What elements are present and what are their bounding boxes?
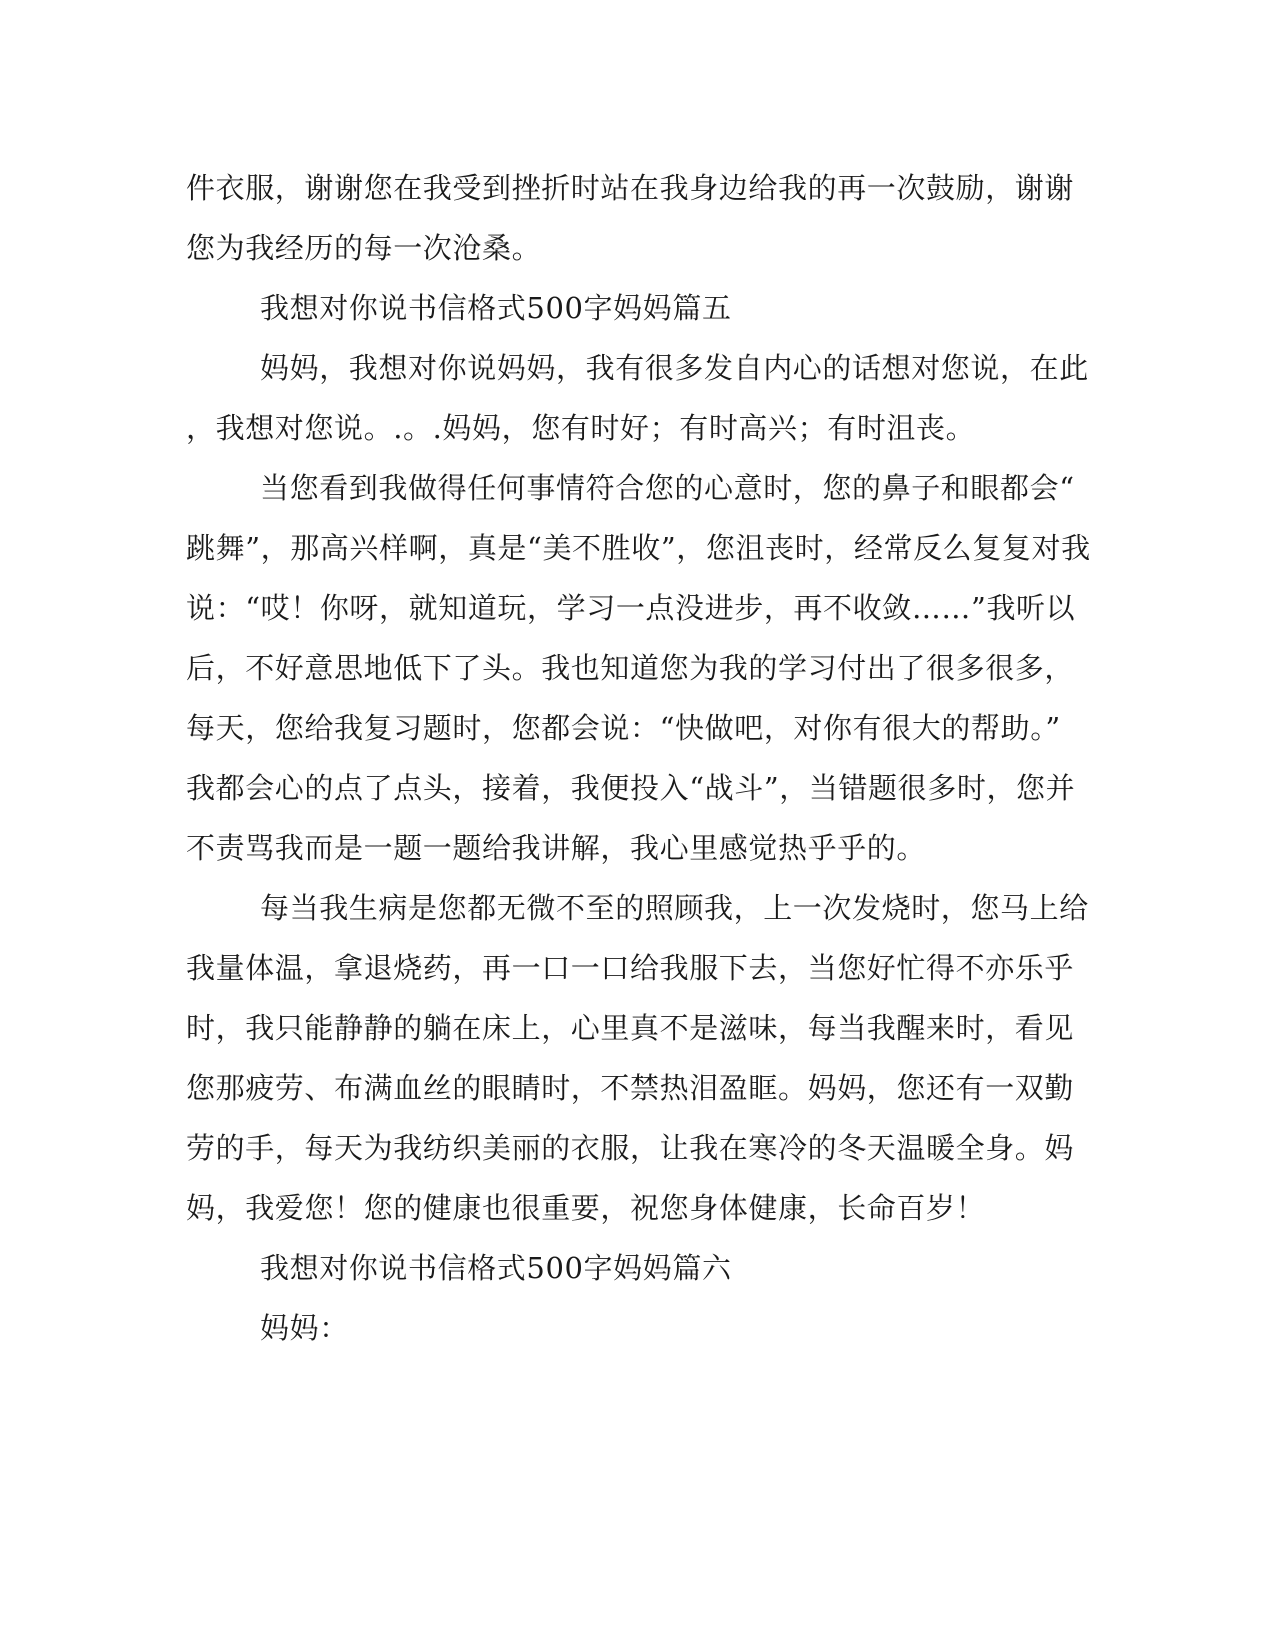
salutation: 妈妈： [260, 1311, 349, 1345]
paragraph-start: 当您看到我做得任何事情符合您的心意时，您的鼻子和眼都会“ [260, 471, 1075, 505]
text-line: 后，不好意思地低下了头。我也知道您为我的学习付出了很多很多， [186, 651, 1075, 685]
text-line: 跳舞”，那高兴样啊，真是“美不胜收”，您沮丧时，经常反么复复对我 [186, 531, 1091, 565]
text-line: 说：“哎！你呀，就知道玩，学习一点没进步，再不收敛……”我听以 [186, 591, 1076, 625]
section-heading-5: 我想对你说书信格式500字妈妈篇五 [260, 291, 732, 325]
text-line: 您为我经历的每一次沧桑。 [186, 231, 542, 265]
paragraph-start: 每当我生病是您都无微不至的照顾我，上一次发烧时，您马上给 [260, 891, 1089, 925]
section-heading-6: 我想对你说书信格式500字妈妈篇六 [260, 1251, 732, 1285]
text-line: 时，我只能静静的躺在床上，心里真不是滋味，每当我醒来时，看见 [186, 1011, 1075, 1045]
text-line: 劳的手，每天为我纺织美丽的衣服，让我在寒冷的冬天温暖全身。妈 [186, 1131, 1075, 1165]
text-line: ，我想对您说。.。.妈妈，您有时好；有时高兴；有时沮丧。 [186, 411, 976, 445]
text-line: 每天，您给我复习题时，您都会说：“快做吧，对你有很大的帮助。” [186, 711, 1061, 745]
paragraph-start: 妈妈，我想对你说妈妈，我有很多发自内心的话想对您说，在此 [260, 351, 1089, 385]
text-line: 您那疲劳、布满血丝的眼睛时，不禁热泪盈眶。妈妈，您还有一双勤 [186, 1071, 1075, 1105]
text-line: 不责骂我而是一题一题给我讲解，我心里感觉热乎乎的。 [186, 831, 927, 865]
text-line: 件衣服，谢谢您在我受到挫折时站在我身边给我的再一次鼓励，谢谢 [186, 171, 1075, 205]
text-line: 我量体温，拿退烧药，再一口一口给我服下去，当您好忙得不亦乐乎 [186, 951, 1075, 985]
text-line: 我都会心的点了点头，接着，我便投入“战斗”，当错题很多时，您并 [186, 771, 1076, 805]
document-body [186, 158, 1091, 1358]
text-line: 妈，我爱您！您的健康也很重要，祝您身体健康，长命百岁！ [186, 1191, 986, 1225]
